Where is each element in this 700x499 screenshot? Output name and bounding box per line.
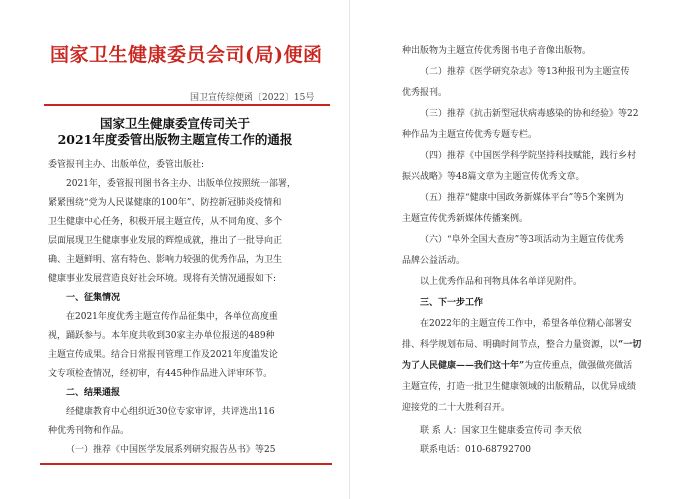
right-line: （二）推荐《医学研究杂志》等13种报刊为主题宣传 [420,67,630,77]
right-line: （三）推荐《抗击新型冠状病毒感染的协和经验》等22 [420,109,639,119]
section3-line [402,357,632,376]
section1-line: 视，踊跃参与。本年度共收到30家主办单位报送的489种 [48,331,275,341]
letterhead-rule [44,104,330,106]
notice-title-line1: 国家卫生健康委宣传司关于 [99,116,250,131]
intro-line: 层面展现卫生健康事业发展的辉煌成就，推出了一批导向正 [48,236,283,246]
section3-line [402,336,641,355]
right-line: 种作品为主题宣传优秀专题专栏。 [402,130,538,140]
section2-line: 经健康教育中心组织近30位专家审评，共评选出116 [66,407,275,417]
intro-line: 2021年，委管报刊图书各主办、出版单位按照统一部署， [66,179,296,189]
contact-person: 联 系 人：国家卫生健康委宣传司 李天依 [420,426,582,436]
right-line: 品牌公益活动。 [402,256,466,266]
right-line: （六）“阜外全国大查房”等3项活动为主题宣传优秀 [420,235,624,245]
intro-line: 健康事业发展营造良好社会环境。现将有关情况通报如下: [48,274,277,284]
section3-line: 迎接党的二十大胜利召开。 [402,403,511,413]
intro-line: 卫生健康中心任务，积极开展主题宣传，从不同角度、多个 [48,217,283,227]
intro-line: 紧紧围绕“党为人民谋健康的100年”、防控新冠肺炎疫情和 [48,198,282,208]
section2-line: 种优秀刊物和作品。 [48,426,130,436]
section-heading: 三、下一步工作 [420,298,484,308]
document-number: 国卫宣传综便函〔2022〕15号 [190,93,315,103]
intro-line: 确、主题鲜明、富有特色、影响力较强的优秀作品，为卫生 [48,255,283,265]
notice-title-line2: 2021年度委管出版物主题宣传工作的通报 [57,132,293,147]
section1-line: 主题宣传成果。结合日常报刊管理工作及2021年度滥发论 [48,350,278,360]
page-divider [349,0,350,499]
slogan-text: “一切 [618,340,642,350]
right-line: 种出版物为主题宣传优秀图书电子音像出版物。 [402,46,592,56]
right-line: 以上优秀作品和刊物具体名单详见附件。 [420,277,583,287]
section-heading: 二、结果通报 [66,388,121,398]
section1-line: 文专项检查情况，经初审，有445种作品进入评审环节。 [48,369,273,379]
section3-line: 主题宣传，打造一批卫生健康领域的出版精品，以优异成绩 [402,382,637,392]
right-line: 振兴战略》等48篇文章为主题宣传优秀文章。 [402,172,585,182]
letterhead-title: 国家卫生健康委员会司(局)便函 [50,44,323,66]
right-line: （五）推荐“健康中国政务新媒体平台”等5个案例为 [420,193,624,203]
right-line: 优秀报刊。 [402,88,448,98]
section3-text: 排、科学规划布局、明确时间节点，整合力量资源，以 [402,340,619,350]
section2-line: （一）推荐《中国医学发展系列研究报告丛书》等25 [66,445,276,455]
right-line: 主题宣传优秀新媒体传播案例。 [402,214,529,224]
section-heading: 一、征集情况 [66,293,121,303]
bottom-rule [40,463,332,465]
slogan-text: 为了人民健康——我们这十年” [402,361,525,371]
recipients: 委管报刊主办、出版单位，委管出版社: [48,160,205,170]
right-line: （四）推荐《中国医学科学院坚持科技赋能，践行乡村 [420,151,637,161]
section3-text: 为宣传重点，做强做亮做活 [524,361,633,371]
contact-phone: 联系电话：010-68792700 [420,445,532,455]
section3-line: 在2022年的主题宣传工作中，希望各单位精心部署安 [420,319,632,329]
section1-line: 在2021年度优秀主题宣传作品征集中，各单位高度重 [66,312,278,322]
